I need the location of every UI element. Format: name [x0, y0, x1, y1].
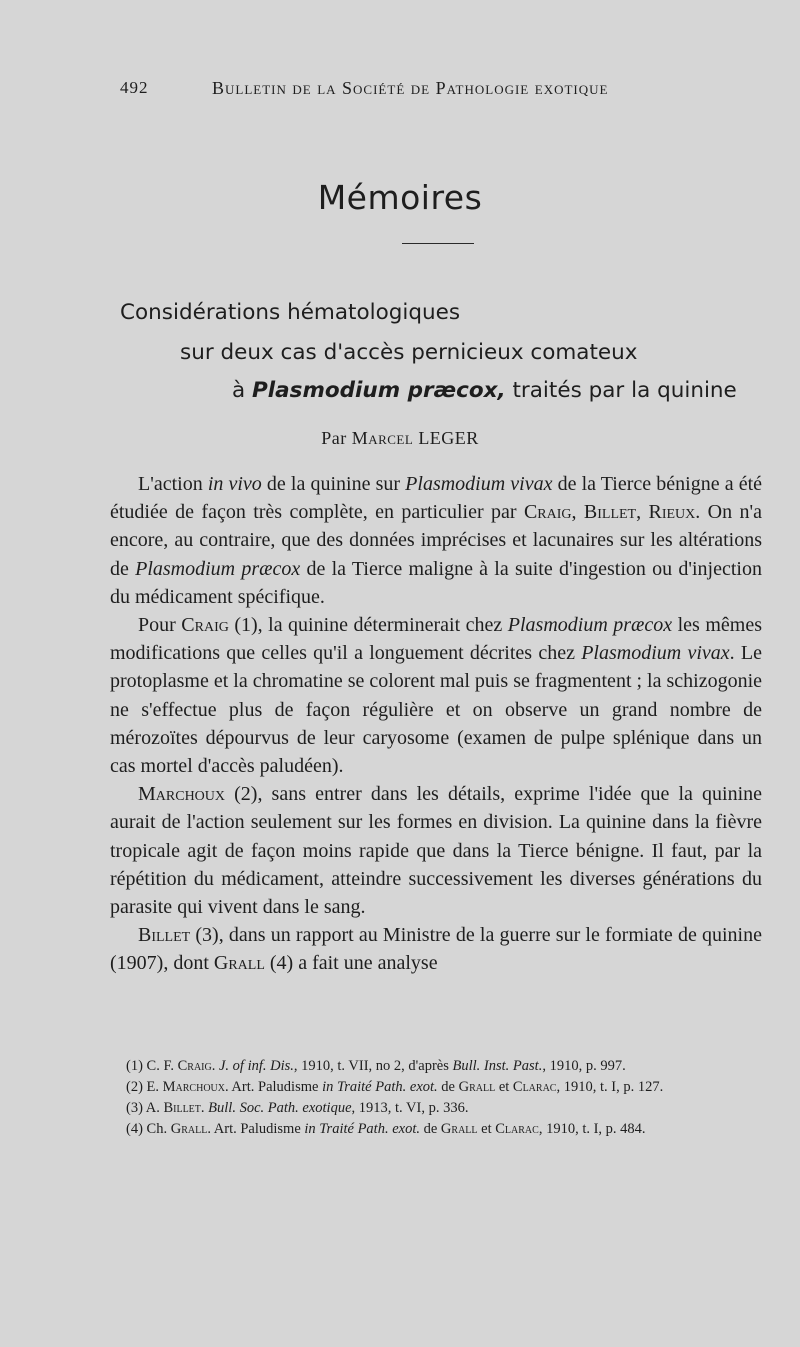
- footnote-1: [110, 1056, 762, 1076]
- author-ref: Craig: [181, 614, 229, 637]
- title-rule: [402, 243, 474, 244]
- text-run: . Art. Paludisme: [207, 1121, 305, 1137]
- paragraph-4: [110, 921, 762, 977]
- text-run: Pour: [138, 614, 182, 637]
- text-italic: J. of inf. Dis.: [218, 1058, 294, 1074]
- author-ref: Craig: [177, 1058, 212, 1074]
- article-title-line-2: sur deux cas d'accès pernicieux comateux: [180, 340, 638, 365]
- footnote-4: [110, 1119, 762, 1139]
- title-species: Plasmodium præcox,: [252, 378, 506, 403]
- text-run: . Art. Paludisme: [224, 1079, 323, 1095]
- text-run: L'action: [138, 473, 208, 495]
- text-italic: Plasmodium vivax: [405, 473, 553, 495]
- author-ref: Marchoux: [138, 783, 226, 806]
- text-italic: Plasmodium vivax: [581, 642, 730, 665]
- author-ref: Craig: [523, 501, 572, 524]
- text-run: de la Tierce bénigne a été étudiée de façon très complète, en particulier par: [110, 473, 763, 524]
- text-italic: Bull. Soc. Path. exotique: [208, 1100, 352, 1116]
- text-italic: Plasmodium præcox: [507, 614, 673, 637]
- paragraph-2: [110, 611, 762, 780]
- text-run: (3) A.: [126, 1100, 164, 1116]
- text-run: de: [419, 1121, 441, 1137]
- text-italic: in Traité Path. exot.: [304, 1121, 420, 1137]
- author-ref: Clarac: [512, 1079, 557, 1095]
- title-prefix: à: [232, 378, 253, 403]
- text-run: les mêmes modifications que celles qu'il a longuement décrites chez: [110, 614, 762, 665]
- text-run: (3), dans un rapport au Ministre de la guerre sur le formiate de quinine (1907), dont: [110, 924, 762, 975]
- text-italic: in vivo: [207, 473, 262, 495]
- text-run: , 1910, t. VII, no 2, d'après: [293, 1058, 453, 1074]
- text-run: de la Tierce maligne à la suite d'ingestion ou d'injection du médicament spécifique.: [110, 557, 762, 608]
- author-ref: Grall: [440, 1121, 478, 1137]
- section-title: Mémoires: [317, 178, 483, 217]
- article-title-line-1: Considérations hématologiques: [120, 300, 461, 325]
- author-ref: Clarac: [495, 1121, 539, 1137]
- text-italic: in Traité Path. exot.: [322, 1079, 438, 1095]
- article-title-line-3: [0, 378, 800, 403]
- text-run: . Le protoplasme et la chromatine se colorent mal puis se fragmentent ; la schizogonie ne s'effectue plus de façon régulière et on observe un grand nombre de mérozoïtes dépourvus de leur caryosome (examen de pulpe splénique dans un cas mortel d'accès paludéen).: [110, 642, 763, 778]
- text-run: , 1910, p. 997.: [542, 1058, 626, 1074]
- author-ref: Billet: [138, 924, 191, 947]
- article-body: [110, 470, 762, 978]
- text-italic: Bull. Inst. Past.: [452, 1058, 543, 1074]
- text-run: et: [477, 1121, 496, 1137]
- title-suffix: traités par la quinine: [505, 378, 737, 403]
- author-ref: Grall: [458, 1079, 496, 1095]
- text-run: ,: [571, 501, 584, 524]
- text-run: , 1910, t. I, p. 484.: [538, 1121, 646, 1137]
- author-ref: Grall: [213, 952, 265, 975]
- text-run: de la quinine sur: [261, 473, 406, 495]
- text-run: .: [211, 1058, 219, 1074]
- text-run: (4) a fait une analyse: [264, 952, 438, 975]
- text-run: , 1910, t. I, p. 127.: [556, 1079, 664, 1095]
- paragraph-1: [110, 470, 762, 611]
- text-run: et: [495, 1079, 513, 1095]
- paragraph-3: [110, 780, 762, 921]
- running-title: Bulletin de la Société de Pathologie exotique: [212, 78, 609, 98]
- text-run: de: [437, 1079, 459, 1095]
- text-run: , 1913, t. VI, p. 336.: [351, 1100, 469, 1116]
- text-run: (4) Ch.: [126, 1121, 171, 1137]
- text-run: (1) C. F.: [126, 1058, 178, 1074]
- text-italic: Plasmodium præcox: [135, 557, 301, 580]
- byline-prefix: Par: [321, 428, 352, 448]
- author-last-name: LEGER: [413, 428, 479, 448]
- footnote-3: [110, 1098, 762, 1118]
- footnote-2: [110, 1077, 762, 1097]
- footnotes: [110, 1056, 762, 1140]
- author-ref: Grall: [170, 1121, 208, 1137]
- author-ref: Marchoux: [162, 1079, 225, 1095]
- text-run: ,: [636, 501, 649, 524]
- author-byline: [0, 428, 800, 449]
- author-ref: Billet: [583, 501, 637, 524]
- page-number: 492: [120, 78, 149, 97]
- text-run: (1), la quinine déterminerait chez: [228, 614, 508, 637]
- text-run: .: [200, 1100, 209, 1116]
- text-run: (2) E.: [126, 1079, 163, 1095]
- text-run: . On n'a encore, au contraire, que des données imprécises et lacunaires sur les altérations de: [110, 501, 762, 580]
- author-ref: Billet: [163, 1100, 201, 1116]
- text-run: (2), sans entrer dans les détails, exprime l'idée que la quinine aurait de l'action seulement sur les formes en division. La quinine dans la fièvre tropicale agit de façon moins rapide que dans la Tierce bénigne. Il faut, par la répétition du médicament, atteindre successivement les diverses générations du parasite qui vivent dans le sang.: [110, 783, 762, 919]
- author-ref: Rieux: [648, 501, 696, 524]
- author-first-name: Marcel: [351, 428, 414, 448]
